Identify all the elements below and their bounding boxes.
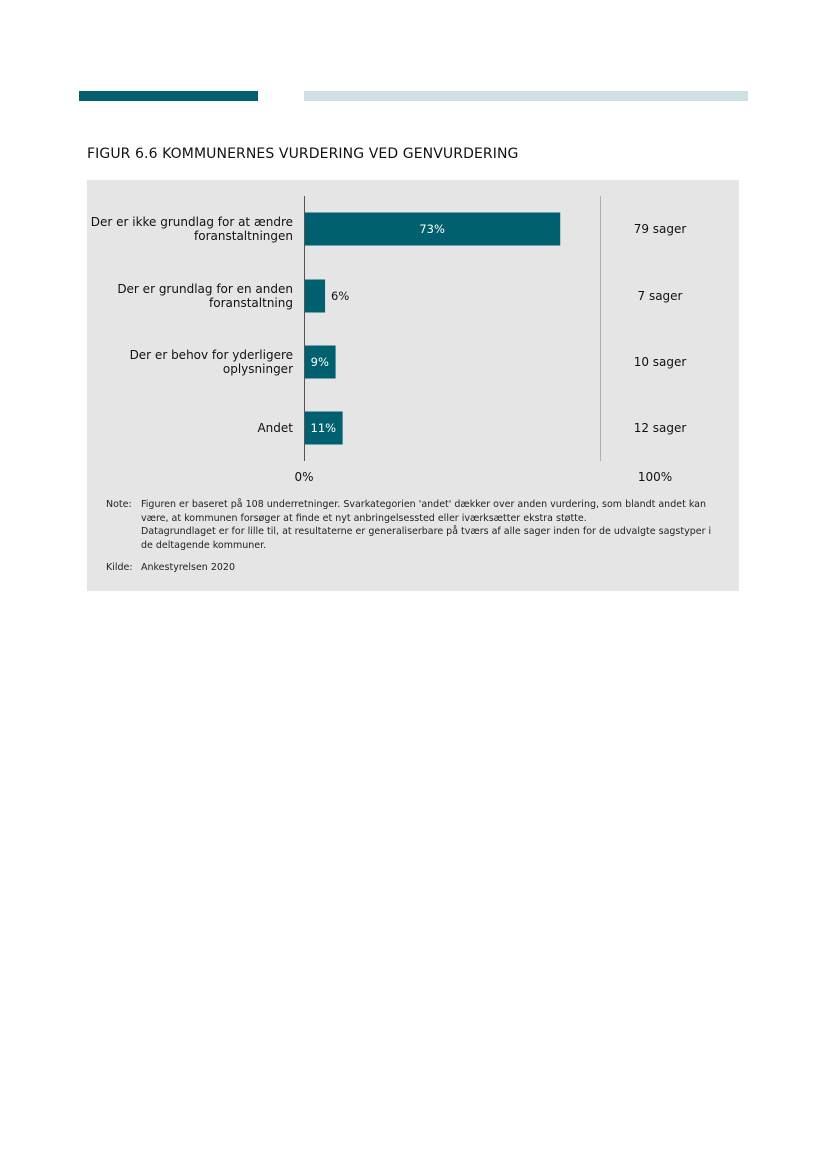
category-label: [117, 282, 293, 310]
source-key: Kilde:: [106, 562, 133, 573]
count-label: 7 sager: [637, 289, 683, 303]
category-label: [91, 215, 293, 243]
value-label: 73%: [419, 222, 445, 236]
value-label: 11%: [310, 421, 337, 435]
bar: [304, 280, 325, 313]
value-label: 6%: [331, 289, 350, 303]
note-line: være, at kommunen forsøger at finde et nyt anbringelsessted eller iværksætter ekstra støtte.: [141, 512, 587, 524]
source-text: Ankestyrelsen 2020: [141, 562, 236, 573]
count-label: 10 sager: [633, 355, 687, 369]
x-tick-label: 0%: [294, 470, 314, 484]
header-rule-dark: [79, 91, 258, 101]
header-rule-light: [304, 91, 748, 101]
figure-title: FIGUR 6.6 KOMMUNERNES VURDERING VED GENVURDERING: [87, 146, 519, 162]
category-label: [257, 421, 293, 435]
count-label: 12 sager: [633, 421, 687, 435]
category-label-line: Der er behov for yderligere: [129, 348, 293, 362]
category-label: [130, 348, 294, 376]
figure-notes: [106, 498, 726, 575]
note-line: Datagrundlaget er for lille til, at resultaterne er generaliserbare på tværs af alle sager inden for de udvalgte sagstyper i: [141, 526, 712, 537]
note-row: [106, 498, 726, 552]
x-tick-label: 100%: [637, 470, 673, 484]
category-label-line: Der er grundlag for en anden: [117, 282, 293, 296]
source-row: [106, 561, 726, 575]
count-label: 79 sager: [633, 222, 687, 236]
note-line: Figuren er baseret på 108 underretninger. Svarkategorien 'andet' dækker over anden vurdering, som blandt andet kan: [141, 499, 706, 510]
category-label-line: oplysninger: [222, 362, 293, 376]
category-label-line: Der er ikke grundlag for at ændre: [90, 215, 293, 229]
figure-panel: [87, 180, 739, 591]
note-body: [141, 498, 726, 552]
category-label-line: Andet: [257, 421, 293, 435]
value-label: 9%: [310, 355, 329, 369]
note-line: de deltagende kommuner.: [141, 539, 267, 551]
note-key: Note:: [106, 499, 132, 510]
bar-chart: [87, 180, 739, 490]
category-label-line: foranstaltning: [209, 296, 293, 310]
category-label-line: foranstaltningen: [194, 229, 293, 243]
